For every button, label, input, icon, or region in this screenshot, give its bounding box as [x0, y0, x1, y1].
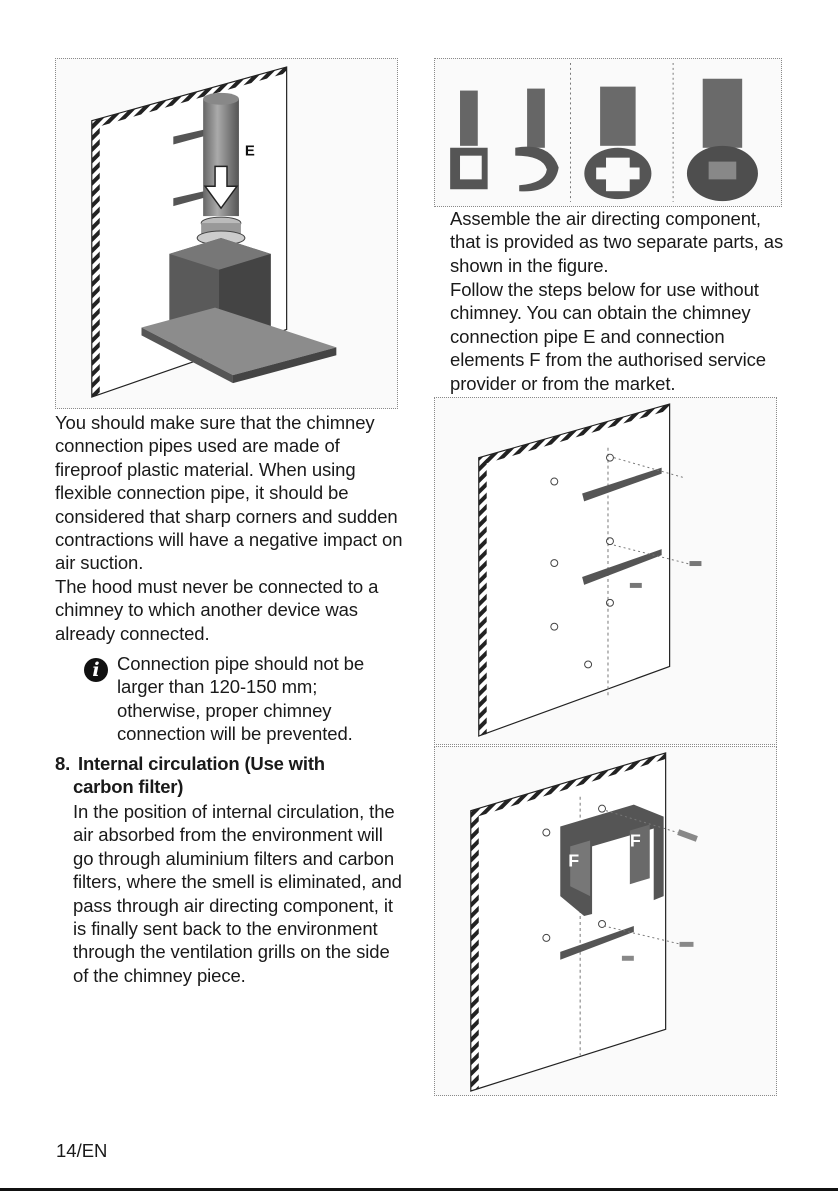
page-number: 14/EN	[56, 1140, 108, 1161]
paragraph-chimney-pipes: You should make sure that the chimney connection pipes used are made of fireproof plastic material. When using flexible connection pipe, it should be considered that sharp corners and sudden contractions will have a negative impact on air suction.	[55, 412, 403, 574]
air-directing-illustration	[435, 59, 781, 206]
connection-elements-illustration	[435, 747, 776, 1095]
paragraph-steps: Follow the steps below for use without chimney. You can obtain the chimney connection pipe E and connection elements F from the authorised service provider or from the market.	[450, 279, 766, 394]
label-f2: F	[629, 830, 641, 851]
figure-connection-elements	[434, 746, 777, 1096]
wall-bracket-illustration	[435, 398, 776, 744]
label-f1: F	[568, 850, 580, 871]
info-icon: i	[84, 658, 108, 682]
paragraph-assemble: Assemble the air directing component, that is provided as two separate parts, as shown in the figure.	[450, 208, 784, 276]
section-body: In the position of internal circulation, the air absorbed from the environment will go through aluminium filters and carbon filters, where the smell is eliminated, and pass through air directing component, it is finally sent back to the environment through the ventilation grills on the side of the chimney piece.	[73, 801, 402, 986]
figure-chimney-connection	[55, 58, 398, 409]
figure-air-directing-parts	[434, 58, 782, 207]
chimney-illustration	[56, 59, 397, 408]
figure-wall-bracket	[434, 397, 777, 745]
section-number: 8.	[55, 753, 71, 774]
note-connection-pipe: Connection pipe should not be larger than 120-150 mm; otherwise, proper chimney connection will be prevented.	[117, 653, 365, 745]
paragraph-never-connected: The hood must never be connected to a chimney to which another device was already connected.	[55, 576, 379, 644]
label-e: E	[244, 143, 255, 160]
section-title: Internal circulation (Use with carbon filter)	[73, 753, 325, 798]
